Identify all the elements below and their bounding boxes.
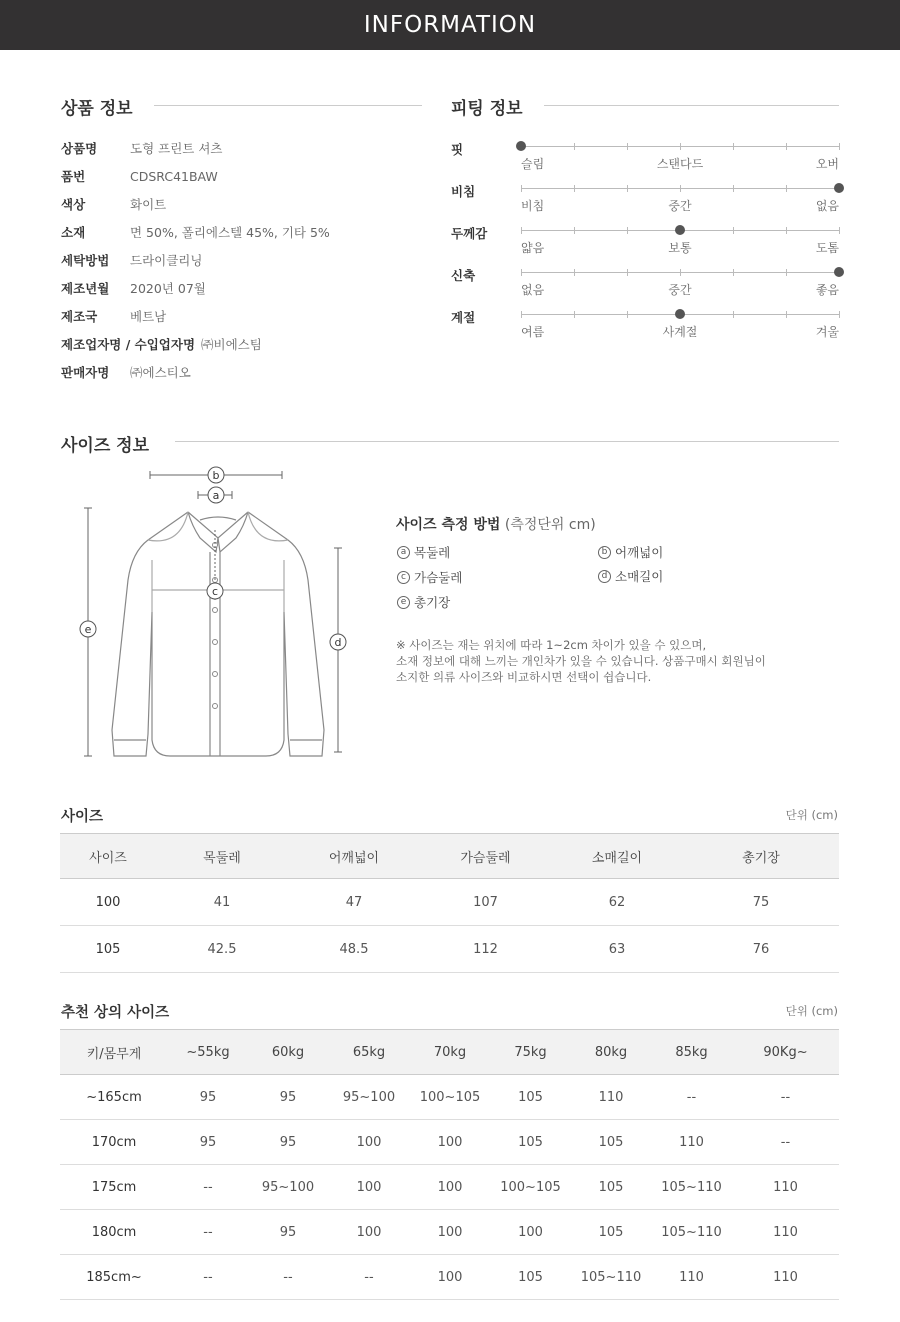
fitting-option-label: 없음 [815,199,839,213]
recommend-table-header-cell: 75kg [490,1030,571,1075]
measure-method-title [396,514,596,534]
marker-d-icon: d [598,570,611,583]
fitting-option-label: 도톰 [815,241,839,255]
recommend-table-cell: -- [651,1075,732,1120]
fitting-scale-tick [521,311,522,318]
recommend-table-row [60,1075,839,1120]
recommend-table-title: 추천 상의 사이즈 [61,1005,170,1021]
recommend-table-cell: 95~100 [328,1075,410,1120]
fitting-label: 계절 [451,310,476,325]
fitting-label: 신축 [451,268,476,283]
product-info-row [61,194,166,214]
size-table-cell: 62 [551,879,683,926]
fitting-option-label: 사계절 [662,325,698,339]
product-info-label: 제조업자명 / 수입업자명 [61,337,196,352]
size-table-header-cell: 사이즈 [60,834,156,879]
recommend-table-cell: -- [732,1120,839,1165]
fitting-label: 핏 [451,142,464,157]
fitting-level-marker [675,309,685,319]
fitting-option-label: 스탠다드 [656,157,704,171]
recommend-table-cell: -- [168,1165,248,1210]
size-note-line: 소지한 의류 사이즈와 비교하시면 선택이 쉽습니다. [396,670,652,684]
measure-item-shoulder [598,543,663,561]
recommend-table-header-cell: 60kg [248,1030,328,1075]
recommend-table-cell: 95 [168,1075,248,1120]
size-table-cell: 75 [683,879,839,926]
fitting-scale-tick [574,143,575,150]
product-info-label: 제조년월 [61,281,110,296]
recommend-table-cell: 185cm~ [60,1255,168,1300]
fitting-level-marker [834,183,844,193]
recommend-table-cell: 100 [410,1165,490,1210]
product-info-label: 판매자명 [61,365,110,380]
size-table-cell: 42.5 [156,926,288,973]
size-note [396,637,766,685]
size-info-divider [175,441,839,442]
fitting-option-label: 보통 [668,241,692,255]
product-info-divider [154,105,422,106]
recommend-table-header-cell: ~55kg [168,1030,248,1075]
product-info-value: 드라이클리닝 [130,253,203,268]
recommend-table-cell: 105 [571,1165,651,1210]
measure-item-length [397,593,450,611]
fitting-option-label: 좋음 [815,283,839,297]
diagram-marker-a: a [212,489,220,502]
recommend-table-cell: 100 [410,1120,490,1165]
fitting-label: 두께감 [451,226,488,241]
fitting-scale-track [521,188,839,189]
recommend-table-cell: 100 [410,1255,490,1300]
product-info-value: ㈜비에스팀 [201,337,262,352]
fitting-scale-tick [786,227,787,234]
fitting-scale-tick [733,227,734,234]
recommend-table-cell: 95~100 [248,1165,328,1210]
fitting-level-marker [516,141,526,151]
recommend-table-cell: 110 [571,1075,651,1120]
fitting-option-label: 비침 [521,199,545,213]
marker-e-icon: e [397,596,410,609]
recommend-table-cell: 175cm [60,1165,168,1210]
recommend-table-cell: 105~110 [651,1165,732,1210]
header-title: INFORMATION [363,12,537,38]
product-info-row [61,222,330,242]
size-table-header-cell: 목둘레 [156,834,288,879]
recommend-table-cell: 110 [651,1120,732,1165]
recommend-table-cell: 95 [248,1120,328,1165]
recommend-table-cell: ~165cm [60,1075,168,1120]
fitting-scale-tick [521,227,522,234]
recommend-table-header-cell: 65kg [328,1030,410,1075]
fitting-scale-tick [680,185,681,192]
recommend-table-cell: -- [168,1255,248,1300]
fitting-option-label: 없음 [521,283,545,297]
fitting-scale-tick [521,269,522,276]
fitting-scale-tick [627,311,628,318]
product-info-row [61,138,222,158]
fitting-scale-tick [627,143,628,150]
marker-c-icon: c [397,571,410,584]
product-info-value: CDSRC41BAW [130,168,218,184]
size-note-line: 소재 정보에 대해 느끼는 개인차가 있을 수 있습니다. 상품구매시 회원님이 [396,654,766,668]
measure-label: 목둘레 [414,545,451,560]
recommend-table-row [60,1165,839,1210]
fitting-option-label: 오버 [815,157,839,171]
product-info-row [61,278,206,298]
measure-method-label: 사이즈 측정 방법 [396,517,501,533]
fitting-scale-tick [839,311,840,318]
measure-label: 총기장 [414,595,451,610]
product-info-value: 도형 프린트 셔츠 [130,141,223,156]
recommend-table-cell: 105 [571,1210,651,1255]
fitting-scale-tick [574,311,575,318]
product-info-label: 세탁방법 [61,253,110,268]
size-table-cell: 76 [683,926,839,973]
recommend-table-cell: 100 [328,1210,410,1255]
recommend-table-cell: 100~105 [410,1075,490,1120]
recommend-table-header-cell: 85kg [651,1030,732,1075]
fitting-scale-tick [733,269,734,276]
recommend-table-cell: 95 [248,1075,328,1120]
recommend-table-unit: 단위 (cm) [785,1004,838,1018]
fitting-scale-tick [839,227,840,234]
fitting-option-label: 중간 [668,199,692,213]
product-info-value: 베트남 [130,309,167,324]
product-info-row [61,306,166,326]
size-table-header-cell: 가슴둘레 [420,834,551,879]
product-info-row [61,362,191,382]
recommend-table-cell: 95 [168,1120,248,1165]
recommend-size-table [60,1029,839,1300]
recommend-table-row [60,1210,839,1255]
size-table-row [60,879,839,926]
size-table-cell: 63 [551,926,683,973]
size-table-unit: 단위 (cm) [785,808,838,822]
recommend-table-header-cell: 키/몸무게 [60,1030,168,1075]
size-table-cell: 107 [420,879,551,926]
recommend-table-cell: -- [732,1075,839,1120]
recommend-table-cell: 100 [490,1210,571,1255]
fitting-scale-tick [627,269,628,276]
size-table-cell: 47 [288,879,420,926]
recommend-table-cell: -- [168,1210,248,1255]
product-info-label: 상품명 [61,141,98,156]
product-info-value: 화이트 [130,197,167,212]
fitting-info-divider [544,105,839,106]
recommend-table-cell: 105 [490,1255,571,1300]
product-info-row [61,166,218,186]
size-table [60,833,839,973]
size-note-line: ※ 사이즈는 재는 위치에 따라 1~2cm 차이가 있을 수 있으며, [396,638,707,652]
fitting-scale-tick [627,185,628,192]
fitting-option-label: 겨울 [815,325,839,339]
diagram-marker-d: d [334,636,342,649]
recommend-table-cell: 105 [490,1075,571,1120]
recommend-table-cell: 105~110 [651,1210,732,1255]
recommend-table-header-cell: 90Kg~ [732,1030,839,1075]
information-header [0,0,900,50]
product-info-label: 제조국 [61,309,98,324]
fitting-scale-track [521,314,839,315]
recommend-table-row [60,1120,839,1165]
size-table-cell: 100 [60,879,156,926]
marker-a-icon: a [397,546,410,559]
measure-item-sleeve [598,567,663,585]
product-info-value: 2020년 07월 [130,281,206,296]
recommend-table-cell: 110 [651,1255,732,1300]
size-table-cell: 41 [156,879,288,926]
recommend-table-cell: 105~110 [571,1255,651,1300]
fitting-scale-track [521,272,839,273]
product-info-title: 상품 정보 [61,94,133,119]
size-table-header-cell: 총기장 [683,834,839,879]
fitting-option-label: 중간 [668,283,692,297]
fitting-info-title: 피팅 정보 [451,94,523,119]
recommend-table-cell: 100 [328,1165,410,1210]
shirt-measurement-diagram [70,460,370,770]
recommend-table-cell: 105 [571,1120,651,1165]
measure-label: 가슴둘레 [414,570,463,585]
recommend-table-cell: 110 [732,1255,839,1300]
product-info-label: 색상 [61,197,86,212]
recommend-table-cell: 100 [410,1210,490,1255]
product-info-row [61,334,262,354]
recommend-table-cell: 105 [490,1120,571,1165]
fitting-scale-tick [521,185,522,192]
diagram-marker-b: b [212,469,220,482]
fitting-scale-tick [574,269,575,276]
product-info-value: ㈜에스티오 [130,365,191,380]
measure-label: 소매길이 [615,569,664,584]
marker-b-icon: b [598,546,611,559]
size-table-header-cell: 소매길이 [551,834,683,879]
fitting-option-label: 여름 [521,325,545,339]
measure-item-chest [397,568,462,586]
recommend-table-cell: 180cm [60,1210,168,1255]
fitting-option-label: 슬림 [521,157,545,171]
fitting-option-label: 얇음 [521,241,545,255]
size-table-title: 사이즈 [61,809,104,825]
size-table-row [60,926,839,973]
size-table-cell: 112 [420,926,551,973]
fitting-level-marker [675,225,685,235]
fitting-scale-tick [574,227,575,234]
size-table-cell: 105 [60,926,156,973]
recommend-table-cell: 110 [732,1210,839,1255]
product-info-label: 품번 [61,169,86,184]
fitting-scale-tick [680,269,681,276]
fitting-scale-tick [733,185,734,192]
measure-item-neck [397,543,450,561]
fitting-scale-tick [733,143,734,150]
recommend-table-cell: -- [328,1255,410,1300]
size-info-title: 사이즈 정보 [61,431,149,456]
recommend-table-cell: 110 [732,1165,839,1210]
product-info-row [61,250,202,270]
fitting-scale-tick [786,185,787,192]
recommend-table-header-cell: 70kg [410,1030,490,1075]
fitting-scale-tick [786,311,787,318]
recommend-table-cell: 100~105 [490,1165,571,1210]
product-info-value: 면 50%, 폴리에스텔 45%, 기타 5% [130,225,330,240]
recommend-table-row [60,1255,839,1300]
recommend-table-cell: 100 [328,1120,410,1165]
fitting-scale-tick [786,143,787,150]
fitting-scale-tick [680,143,681,150]
fitting-scale-track [521,230,839,231]
fitting-scale-tick [786,269,787,276]
diagram-marker-c: c [211,585,219,598]
size-table-cell: 48.5 [288,926,420,973]
fitting-scale-track [521,146,839,147]
recommend-table-cell: -- [248,1255,328,1300]
measure-unit: (측정단위 cm) [504,517,596,533]
size-table-header-cell: 어깨넓이 [288,834,420,879]
fitting-scale-tick [574,185,575,192]
fitting-label: 비침 [451,184,476,199]
measure-label: 어깨넓이 [615,545,664,560]
recommend-table-header-cell: 80kg [571,1030,651,1075]
recommend-table-cell: 170cm [60,1120,168,1165]
diagram-marker-e: e [84,623,92,636]
fitting-scale-tick [839,143,840,150]
recommend-table-cell: 95 [248,1210,328,1255]
product-info-label: 소재 [61,225,86,240]
fitting-scale-tick [733,311,734,318]
fitting-level-marker [834,267,844,277]
fitting-scale-tick [627,227,628,234]
